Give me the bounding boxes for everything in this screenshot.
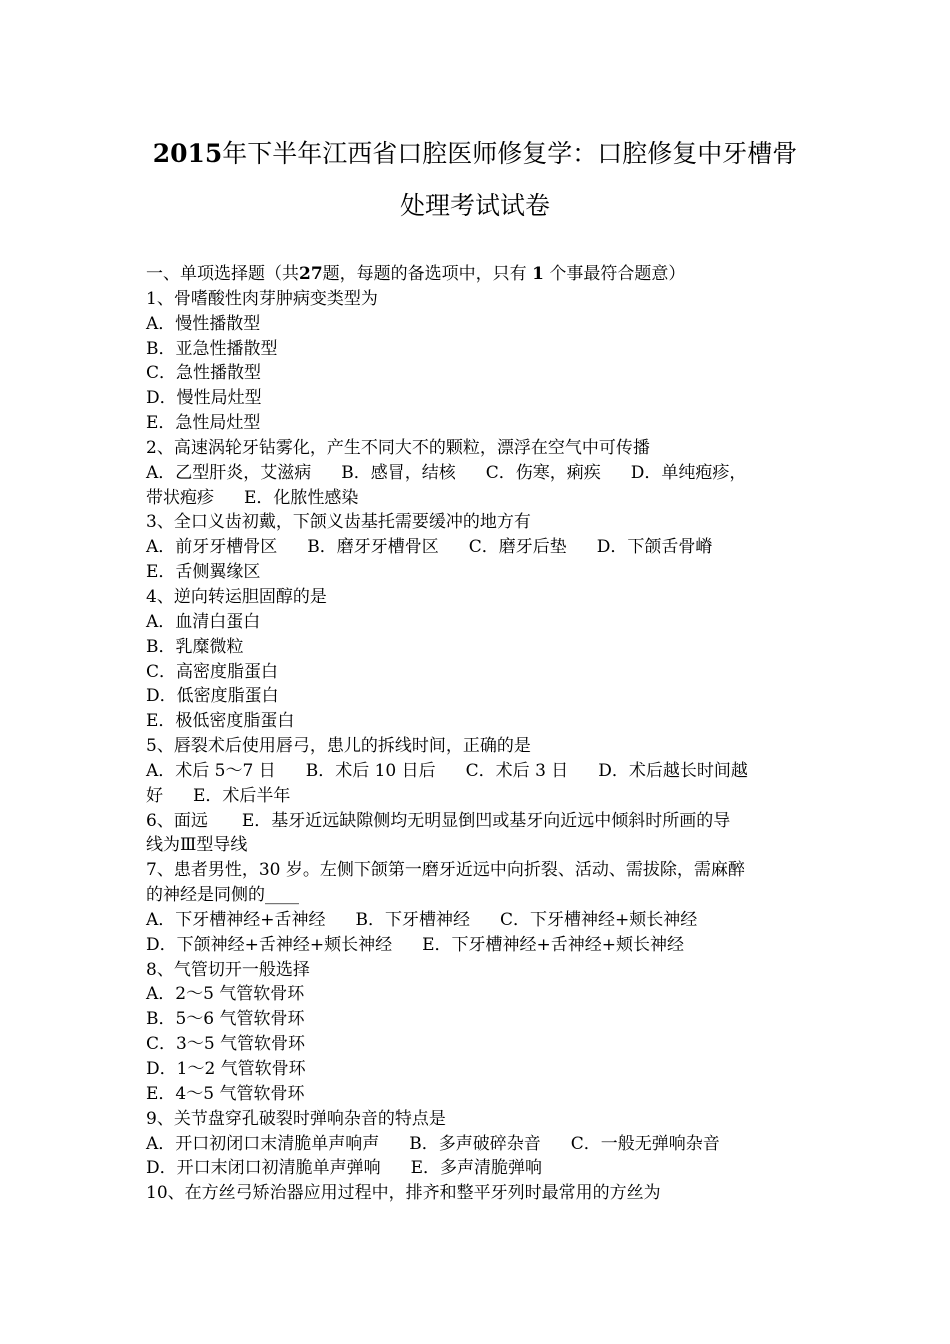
option-row (146, 560, 810, 585)
title-year: 2015 (152, 139, 223, 168)
answer-option: A．开口初闭口末清脆单声响声 (146, 1133, 380, 1154)
question-stem-continued: 线为Ⅲ型导线 (146, 835, 248, 856)
question-stem: 6、面远 E．基牙近远缺隙侧均无明显倒凹或基牙向近远中倾斜时所画的导 (146, 810, 731, 831)
question-stem: 2、高速涡轮牙钻雾化，产生不同大不的颗粒，漂浮在空气中可传播 (146, 437, 650, 458)
answer-option: A．前牙牙槽骨区 (146, 537, 278, 558)
question-stem-continued: 的神经是同侧的____ (146, 885, 299, 906)
answer-option: B．5～6 气管软骨环 (146, 1009, 305, 1030)
answer-option: C．磨牙后垫 (468, 537, 567, 558)
answer-option: C．伤寒，痢疾 (485, 462, 601, 483)
answer-option: D．单纯疱疹， (630, 462, 747, 483)
answer-option: A．慢性播散型 (146, 313, 261, 334)
answer-option: B．多声破碎杂音 (409, 1133, 541, 1154)
answer-option: B．术后 10 日后 (305, 760, 436, 781)
section-heading: 一、单项选择题（共27题，每题的备选项中，只有 1 个事最符合题意） (146, 264, 686, 284)
question-stem: 3、全口义齿初戴，下颌义齿基托需要缓冲的地方有 (146, 512, 531, 533)
answer-option: C．急性播散型 (146, 363, 262, 384)
question-count: 27 (299, 264, 323, 284)
option-row (146, 1132, 810, 1157)
answer-option: B．下牙槽神经 (355, 909, 471, 930)
answer-option: A．下牙槽神经+舌神经 (146, 909, 326, 930)
title-line-1-text: 年下半年江西省口腔医师修复学：口腔修复中牙槽骨 (222, 139, 798, 168)
answer-option: B．磨牙牙槽骨区 (307, 537, 439, 558)
answer-option: E．4～5 气管软骨环 (146, 1083, 305, 1104)
answer-option: E．急性局灶型 (146, 413, 261, 434)
answer-option: E．化脓性感染 (244, 487, 359, 508)
answer-option: D．慢性局灶型 (146, 388, 262, 409)
document-title (100, 128, 850, 232)
answer-option: B．感冒，结核 (341, 462, 456, 483)
answer-option: C．高密度脂蛋白 (146, 661, 279, 682)
answer-option: B．乳糜微粒 (146, 636, 244, 657)
answer-option: D．开口末闭口初清脆单声弹响 (146, 1158, 381, 1179)
answer-option: A．乙型肝炎，艾滋病 (146, 462, 312, 483)
option-row (146, 759, 810, 784)
answer-option: C．术后 3 日 (465, 760, 569, 781)
title-line-2: 处理考试试卷 (399, 191, 550, 220)
answer-option: E．术后半年 (193, 785, 291, 806)
answer-option: D．下颌舌骨嵴 (596, 537, 713, 558)
answer-option: D．术后越长时间越 (598, 760, 748, 781)
exam-content (146, 262, 810, 1206)
answer-option: E．舌侧翼缘区 (146, 562, 261, 583)
option-row (146, 535, 810, 560)
question-stem: 4、逆向转运胆固醇的是 (146, 586, 327, 607)
option-row (146, 784, 810, 809)
answer-option: 带状疱疹 (146, 487, 214, 508)
title-line-1 (100, 128, 850, 180)
answer-option: A．血清白蛋白 (146, 611, 261, 632)
question-stem: 5、唇裂术后使用唇弓，患儿的拆线时间，正确的是 (146, 736, 531, 757)
question-stem: 9、关节盘穿孔破裂时弹响杂音的特点是 (146, 1108, 446, 1129)
correct-count: 1 (532, 264, 544, 284)
answer-option: C．一般无弹响杂音 (570, 1133, 720, 1154)
question-stem: 10、在方丝弓矫治器应用过程中，排齐和整平牙列时最常用的方丝为 (146, 1183, 661, 1204)
option-row (146, 908, 810, 933)
option-row (146, 1156, 810, 1181)
answer-option: A．术后 5～7 日 (146, 760, 276, 781)
answer-option: D．1～2 气管软骨环 (146, 1059, 306, 1079)
option-row (146, 486, 810, 511)
answer-option: D．下颌神经+舌神经+颊长神经 (146, 934, 393, 955)
question-stem: 7、患者男性，30 岁。左侧下颌第一磨牙近远中向折裂、活动、需拔除，需麻醉 (146, 860, 745, 881)
answer-option: C．下牙槽神经+颊长神经 (500, 909, 698, 930)
question-stem: 1、骨嗜酸性肉芽肿病变类型为 (146, 288, 378, 309)
answer-option: B．亚急性播散型 (146, 338, 278, 359)
answer-option: C．3～5 气管软骨环 (146, 1034, 306, 1055)
answer-option: E．下牙槽神经+舌神经+颊长神经 (422, 934, 685, 955)
answer-option: 好 (146, 785, 163, 806)
answer-option: E．多声清脆弹响 (410, 1158, 543, 1179)
option-row (146, 933, 810, 958)
answer-option: D．低密度脂蛋白 (146, 686, 279, 707)
option-row (146, 461, 810, 486)
question-stem: 8、气管切开一般选择 (146, 959, 310, 980)
answer-option: E．极低密度脂蛋白 (146, 711, 295, 732)
answer-option: A．2～5 气管软骨环 (146, 984, 305, 1005)
